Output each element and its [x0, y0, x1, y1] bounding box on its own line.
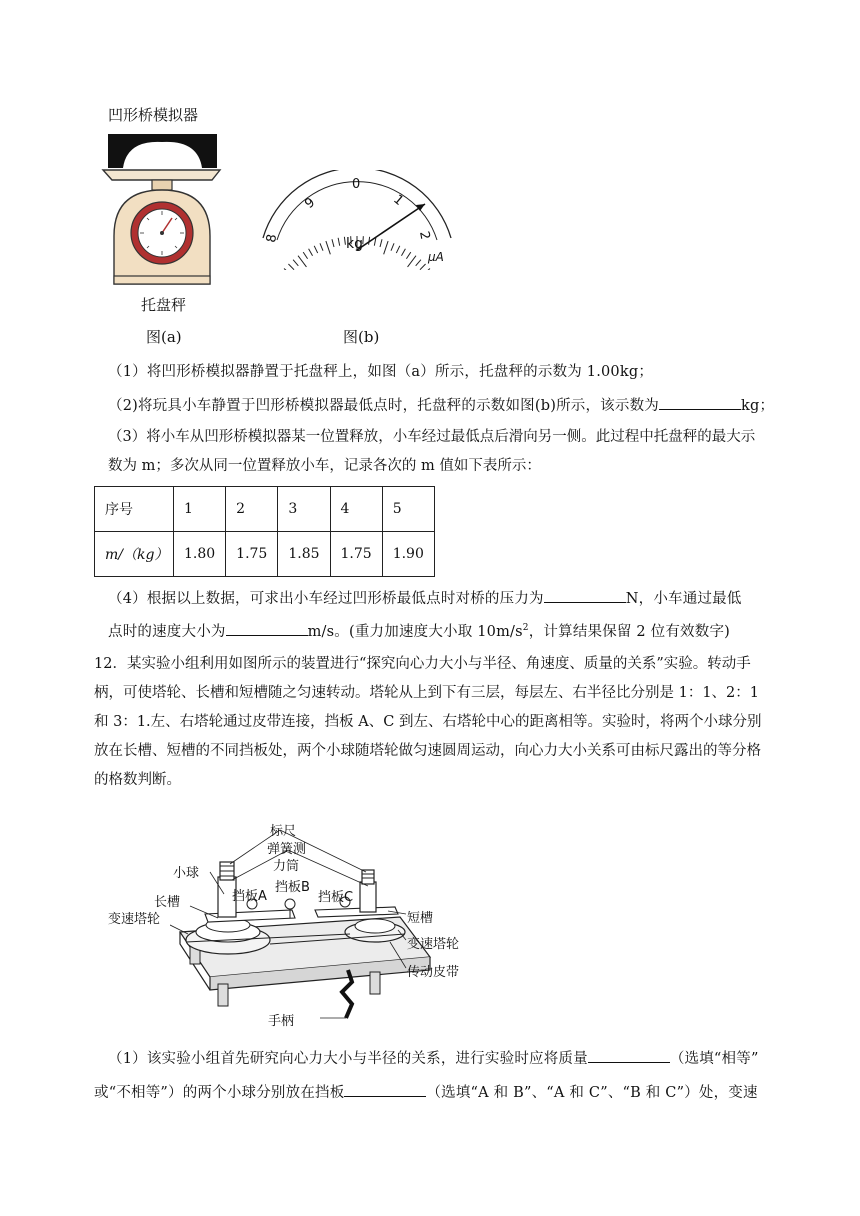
label-handle: 手柄	[268, 1014, 295, 1029]
dial-tick	[309, 249, 313, 256]
dial-tick	[416, 260, 421, 266]
label-spring-2: 力筒	[273, 859, 300, 874]
answer-blank[interactable]	[588, 1048, 670, 1063]
q12-part1-text-d: （选填“A 和 B”、“A 和 C”、“B 和 C”）处，变速	[426, 1085, 758, 1101]
dial-tick	[406, 252, 410, 259]
q12-part1-text-b: （选填“相等”	[669, 1051, 759, 1067]
answer-blank[interactable]	[544, 588, 626, 603]
dial-pointer	[357, 204, 425, 250]
label-long-groove: 长槽	[154, 895, 181, 910]
q12-intro: 12．某实验小组利用如图所示的装置进行“探究向心力大小与半径、角速度、质量的关系”实验。转动手柄，可使塔轮、长槽和短槽随之匀速转动。塔轮从上到下有三层，每层左、右半径比分别是 1：1、2：1 和 3：1.左、右塔轮通过皮带连接，挡板 A、C 到左、右塔轮中心的距离相等。实验时，将两个小球分别放在长槽、短槽的不同挡板处，两个小球随塔轮做匀速圆周运动，向心力大小关系可由标尺露出的等分格的格数判断。	[94, 656, 762, 788]
dial-tick	[320, 243, 323, 250]
q11-part4-line2	[108, 620, 730, 641]
dial-label-9: 9	[302, 195, 319, 212]
q11-part4-line1	[108, 587, 742, 608]
table-header-index: 序号	[95, 487, 174, 532]
q11-part4-text-e: ，计算结果保留 2 位有效数字)	[528, 624, 731, 640]
q11-part4-text-d: m/s。(重力加速度大小取 10m/s	[307, 624, 523, 640]
dial-tick	[408, 256, 416, 267]
table-cell: 1	[174, 487, 226, 532]
q12-part1-text-a: （1）该实验小组首先研究向心力大小与半径的关系，进行实验时应将质量	[108, 1051, 588, 1067]
dial-label-1: 1	[390, 192, 407, 209]
table-cell: 1.75	[226, 532, 278, 577]
dial-tick	[380, 239, 382, 247]
dial-tick	[303, 252, 307, 259]
label-spring-1: 弹簧测	[267, 842, 307, 857]
label-baffle-c: 挡板C	[318, 890, 354, 905]
dial-tick	[293, 260, 298, 266]
table-cell: 5	[382, 487, 434, 532]
table-cell: 3	[278, 487, 330, 532]
q11-part4-text-c: 点时的速度大小为	[108, 624, 226, 640]
dial-corner-unit: μA	[428, 250, 444, 264]
dial-tick	[284, 269, 290, 270]
q11-part2-text: （2)将玩具小车静置于凹形桥模拟器最低点时，托盘秤的示数如图(b)所示，该示数为	[108, 398, 659, 414]
table-cell: 4	[330, 487, 382, 532]
fig-a-caption: 图(a)	[146, 328, 182, 346]
label-ruler: 标尺	[270, 824, 297, 839]
q11-part4-text: （4）根据以上数据，可求出小车经过凹形桥最低点时对桥的压力为	[108, 591, 544, 607]
fig-a-title: 凹形桥模拟器	[108, 106, 199, 124]
dial-tick	[332, 239, 334, 247]
table-cell: 1.90	[382, 532, 434, 577]
fig-a-scale-label: 托盘秤	[141, 296, 187, 314]
dial-tick	[288, 264, 294, 270]
q11-part1: （1）将凹形桥模拟器静置于托盘秤上，如图（a）所示，托盘秤的示数为 1.00kg；	[108, 364, 654, 380]
dial-tick	[326, 241, 330, 254]
q12-part1-text-c: 或“不相等”）的两个小球分别放在挡板	[94, 1085, 345, 1101]
label-baffle-b: 挡板B	[275, 880, 310, 895]
answer-blank[interactable]	[659, 395, 741, 410]
dial-label-0: 0	[352, 177, 361, 192]
table-cell: 1.80	[174, 532, 226, 577]
dial-tick	[314, 246, 317, 253]
answer-blank[interactable]	[226, 621, 308, 636]
table-cell: 1.75	[330, 532, 382, 577]
label-wheel-left: 变速塔轮	[108, 912, 161, 927]
dial-label-8: 8	[264, 233, 281, 244]
scale-illustration	[100, 126, 225, 296]
dial-tick	[298, 256, 306, 267]
table-cell: 2	[226, 487, 278, 532]
dial-unit: kg	[346, 236, 363, 252]
answer-blank[interactable]	[344, 1082, 426, 1097]
dial-tick	[424, 269, 430, 270]
q12-part1-line2	[94, 1081, 758, 1102]
table-row	[95, 487, 435, 532]
table-row	[95, 532, 435, 577]
dial-tick	[384, 241, 388, 254]
q11-part3: （3）将小车从凹形桥模拟器某一位置释放，小车经过最低点后滑向另一侧。此过程中托盘秤的最大示数为 m；多次从同一位置释放小车，记录各次的 m 值如下表所示：	[108, 429, 756, 474]
q12-part1-line1	[108, 1047, 759, 1068]
dial-tick	[391, 243, 394, 250]
dial-label-2: 2	[416, 230, 433, 241]
fig-b-caption: 图(b)	[343, 328, 380, 346]
label-short-groove: 短槽	[407, 911, 434, 926]
superscript: 2	[522, 623, 529, 634]
dial-tick	[401, 249, 405, 256]
table-header-mass: m/（kg）	[95, 532, 174, 577]
dial-tick	[396, 246, 399, 253]
q11-part4-text-b: N，小车通过最低	[625, 591, 742, 607]
dial-tick	[338, 238, 340, 246]
label-ball: 小球	[173, 866, 200, 881]
label-wheel-right: 变速塔轮	[407, 937, 460, 952]
measurement-table	[94, 486, 435, 577]
dial-tick	[420, 264, 426, 270]
table-cell: 1.85	[278, 532, 330, 577]
label-belt: 传动皮带	[407, 965, 460, 980]
q11-part2-unit: kg；	[740, 398, 775, 414]
label-baffle-a: 挡板A	[232, 889, 267, 904]
q11-part2	[108, 394, 774, 415]
